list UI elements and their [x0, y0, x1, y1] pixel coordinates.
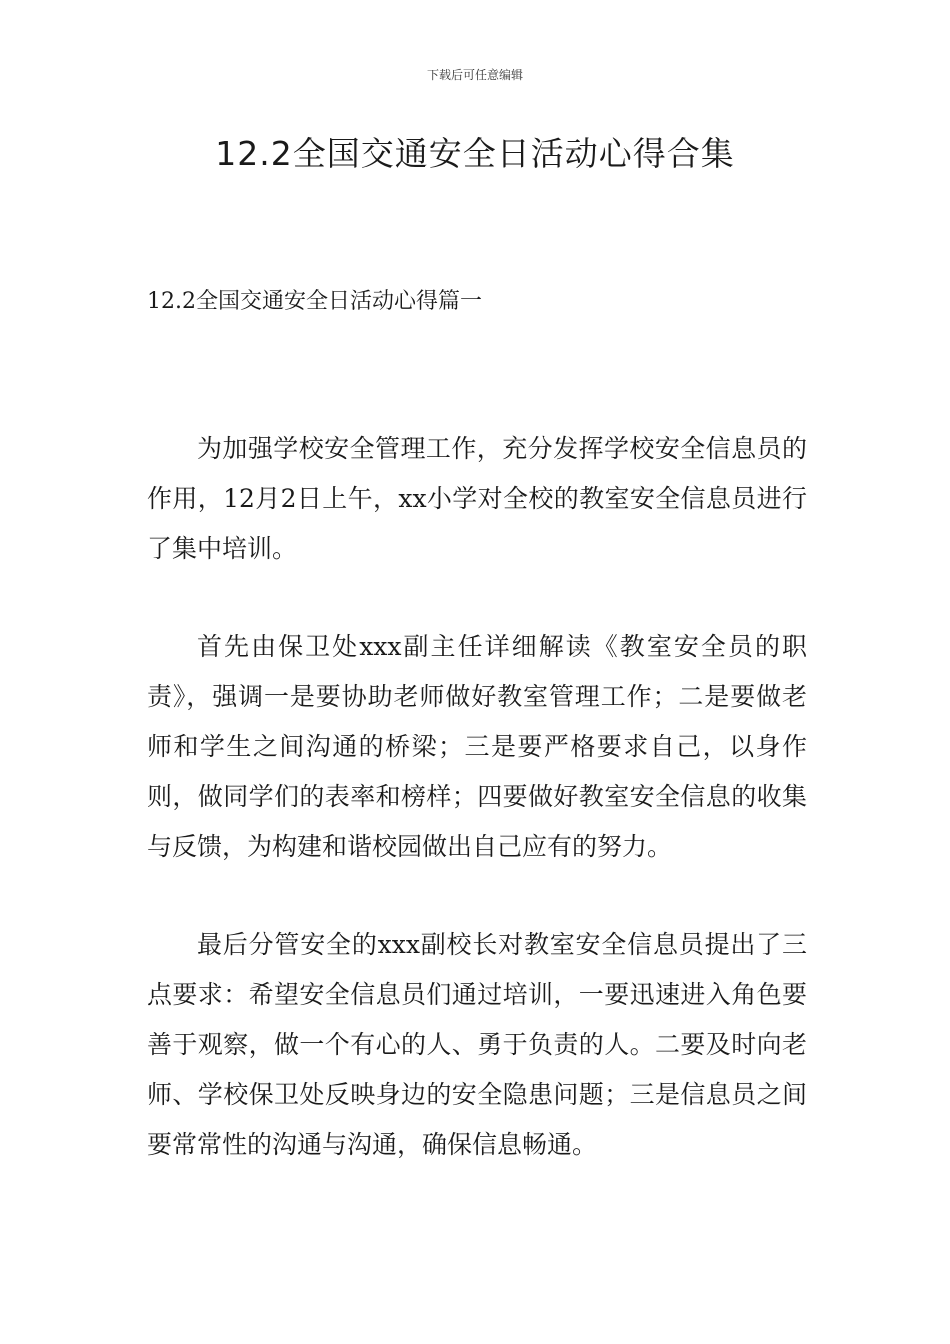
paragraph-3: 最后分管安全的xxx副校长对教室安全信息员提出了三点要求：希望安全信息员们通过培训，一要迅速进入角色要善于观察，做一个有心的人、勇于负责的人。二要及时向老师、学校保卫处反映身边的安全隐患问题；三是信息员之间要常常性的沟通与沟通，确保信息畅通。: [147, 930, 807, 1159]
paragraph-2: 首先由保卫处xxx副主任详细解读《教室安全员的职责》，强调一是要协助老师做好教室管理工作；二是要做老师和学生之间沟通的桥梁；三是要严格要求自己，以身作则，做同学们的表率和榜样；四要做好教室安全信息的收集与反馈，为构建和谐校园做出自己应有的努力。: [147, 632, 807, 861]
section-heading: 12.2全国交通安全日活动心得篇一: [147, 289, 482, 314]
header-note: 下载后可任意编辑: [426, 68, 523, 82]
document-title: 12.2全国交通安全日活动心得合集: [215, 134, 735, 173]
paragraph-1: 为加强学校安全管理工作，充分发挥学校安全信息员的作用，12月2日上午，xx小学对全校的教室安全信息员进行了集中培训。: [147, 434, 807, 563]
